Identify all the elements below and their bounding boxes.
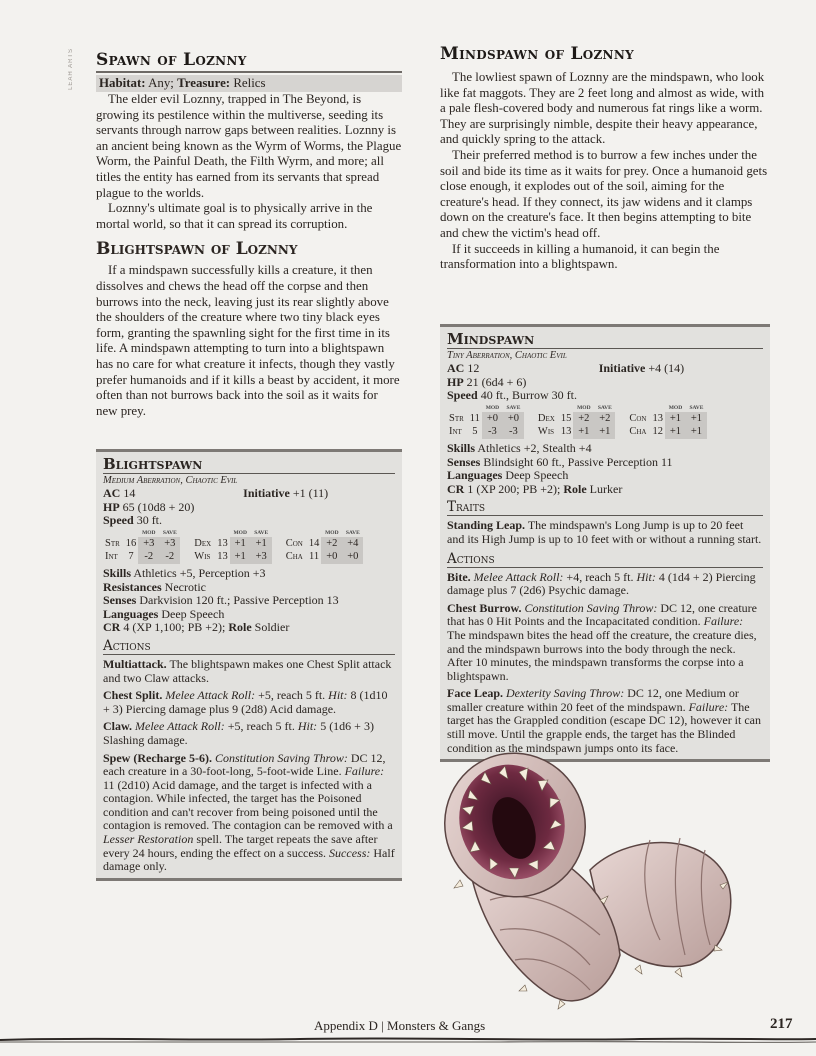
page-number: 217 bbox=[770, 1016, 793, 1032]
ability-save: +3 bbox=[159, 537, 180, 551]
initiative-value: +4 (14) bbox=[648, 361, 685, 375]
initiative-label: Initiative bbox=[243, 486, 290, 500]
action-roll: Melee Attack Roll: bbox=[473, 569, 564, 584]
action-text: 8 (1d10 + 3) Piercing damage plus 9 (2d8) Acid damage. bbox=[103, 688, 388, 716]
ability-table bbox=[103, 530, 363, 564]
ability-mod: +1 bbox=[665, 412, 686, 426]
role-label: Role bbox=[563, 481, 587, 496]
ability-score: 13 bbox=[560, 426, 572, 438]
footer-text: Appendix D | Monsters & Gangs bbox=[314, 1018, 486, 1033]
paragraph: The lowliest spawn of Loznny are the mindspawn, who look like fat maggots. They are 2 feet long and almost as wide, with a pale flesh-covered body and numerous fat rings like a worm. They are surprisingly nimble, despite their heavy appearance, and quickly spring to the attack. bbox=[440, 70, 765, 147]
ability-name: Str bbox=[449, 412, 464, 424]
title-rule bbox=[96, 71, 402, 73]
ability-name: Con bbox=[285, 537, 303, 549]
hp-label: HP bbox=[447, 374, 464, 389]
left-column bbox=[96, 50, 402, 419]
cr-line bbox=[103, 621, 395, 635]
ability-save: +1 bbox=[686, 425, 707, 439]
action-claw bbox=[103, 720, 395, 747]
ability-save: +1 bbox=[594, 425, 615, 439]
ability-save: +0 bbox=[342, 550, 363, 564]
action-roll: Melee Attack Roll: bbox=[135, 719, 225, 734]
action-text: spell. The target repeats the save after every 24 hours, ending the effect on a success. bbox=[103, 832, 378, 860]
action-failure: Failure: bbox=[688, 699, 729, 714]
speed-value: 40 ft., Burrow 30 ft. bbox=[480, 388, 578, 403]
action-text: The mindspawn bites the head off the creature, the creature dies, and the mindspawn burrows into the body through the neck. After 10 minutes, the mindspawn transforms the corpse into a blightspawn. bbox=[447, 627, 757, 683]
ability-mod: -2 bbox=[138, 550, 159, 564]
ability-save: +3 bbox=[251, 550, 272, 564]
cr-value: 4 (XP 1,100; PB +2); bbox=[123, 620, 226, 635]
action-text: DC 12, one creature that has 0 Hit Points and the Incapacitated condition. bbox=[447, 600, 757, 629]
action-chest-burrow bbox=[447, 602, 763, 684]
ability-mod: +2 bbox=[573, 412, 594, 426]
ability-score: 13 bbox=[652, 412, 663, 424]
ability-name: Int bbox=[449, 426, 462, 438]
action-name: Face Leap. bbox=[447, 686, 503, 701]
ability-name: Dex bbox=[194, 537, 212, 549]
speed-label: Speed bbox=[447, 388, 478, 403]
senses-line bbox=[447, 456, 763, 470]
senses-label: Senses bbox=[103, 593, 137, 608]
paragraph: Their preferred method is to burrow a few inches under the soil and bide its time as it waits for prey. Once a humanoid gets close enough, it explodes out of the soil, aiming for the creature's head. If they connect, its jaw widens and it clamps down on the creature's face. It then begins attempting to bite and chew the victim's head off. bbox=[440, 147, 768, 240]
ability-name: Cha bbox=[285, 551, 303, 563]
paragraph: If it succeeds in killing a humanoid, it can begin the transformation into a blightspawn. bbox=[440, 241, 720, 272]
cr-label: CR bbox=[103, 620, 121, 635]
languages-line bbox=[103, 608, 395, 622]
ability-mod: +0 bbox=[482, 412, 503, 426]
ability-score: 14 bbox=[308, 537, 320, 549]
ability-table bbox=[447, 405, 707, 439]
ability-name: Cha bbox=[629, 426, 647, 438]
action-text: +4, reach 5 ft. bbox=[566, 569, 634, 584]
ability-score: 11 bbox=[469, 412, 480, 424]
traits-heading: Traits bbox=[447, 499, 763, 516]
ability-name: Con bbox=[629, 412, 647, 424]
actions-heading: Actions bbox=[447, 551, 763, 568]
action-save: Dexterity Saving Throw: bbox=[506, 686, 625, 701]
ac-value: 14 bbox=[123, 486, 136, 500]
cr-label: CR bbox=[447, 481, 465, 496]
action-name: Multiattack. bbox=[103, 656, 167, 671]
senses-line bbox=[103, 594, 395, 608]
treasure-value: Relics bbox=[233, 76, 266, 90]
paragraph: If a mindspawn successfully kills a creature, it then dissolves and chews the head off the corpse and then burrows into the neck, leaving just its rear slightly above the shoulders of the creature where two tiny black eyes form, granting the spawnling sight for the first time in its life. A mindspawn attempting to turn into a blightspawn has no care for what creature it infects, though they vastly prefer humanoids and if it kills a beast by accident, it more often than not burrows back into the soil as it waits for new prey. bbox=[96, 263, 400, 418]
resistances-value: Necrotic bbox=[164, 579, 206, 594]
action-hit: Hit: bbox=[636, 569, 656, 584]
hp-value: 21 (6d4 + 6) bbox=[466, 374, 527, 389]
hp-line bbox=[103, 501, 395, 515]
page-footer bbox=[0, 1010, 816, 1056]
speed-line bbox=[447, 389, 763, 403]
actions-heading: Actions bbox=[103, 638, 395, 655]
skills-line bbox=[103, 567, 395, 581]
paragraph: The elder evil Loznny, trapped in The Beyond, is growing its pestilence within the multiverse, seeding its servants through narrow gaps between realities. Loznny is an ancient being known as the Wyrm of Worms, the Plague Worm, the Painful Death, the Filth Wyrm, and more; all titles the entity has earned from its servants that spread plague to the worlds. bbox=[96, 92, 402, 200]
action-text: DC 12, each creature in a 30-foot-long, 5-foot-wide Line. bbox=[103, 750, 386, 779]
role-value: Lurker bbox=[589, 481, 623, 496]
action-chest-split bbox=[103, 689, 395, 716]
ability-score: 5 bbox=[472, 426, 478, 438]
ability-name: Dex bbox=[537, 412, 555, 424]
action-text: The target has the Grappled condition (escape DC 12), however it can still move. Until the grapple ends, the target has the Blinded condition as the mindspawn jumps onto its face. bbox=[447, 699, 762, 755]
save-header: SAVE bbox=[345, 529, 360, 536]
hp-label: HP bbox=[103, 499, 120, 514]
stat-block-type: Medium Aberration, Chaotic Evil bbox=[103, 475, 238, 486]
habitat-bar bbox=[96, 75, 402, 92]
languages-value: Deep Speech bbox=[161, 606, 225, 621]
action-name: Spew (Recharge 5-6). bbox=[103, 750, 212, 765]
artist-credit: LEAH ARTS bbox=[68, 48, 74, 90]
action-hit: Hit: bbox=[297, 719, 318, 734]
ability-mod: +1 bbox=[230, 550, 251, 564]
ability-name: Int bbox=[105, 551, 118, 563]
languages-label: Languages bbox=[103, 606, 159, 621]
ability-score: 15 bbox=[560, 412, 572, 424]
section-title-spawn: Spawn of Loznny bbox=[96, 50, 247, 70]
mindspawn-illustration bbox=[440, 740, 740, 1030]
action-failure: Failure: bbox=[703, 614, 744, 629]
ability-mod: +1 bbox=[665, 425, 686, 439]
section-title-mindspawn: Mindspawn of Loznny bbox=[440, 44, 634, 64]
action-text: The blightspawn makes one Chest Split attack and two Claw attacks. bbox=[103, 656, 392, 685]
stat-block-name: Blightspawn bbox=[103, 455, 395, 474]
stat-block-type: Tiny Aberration, Chaotic Evil bbox=[447, 350, 567, 361]
ability-save: +0 bbox=[503, 412, 524, 426]
ability-name: Wis bbox=[194, 551, 211, 563]
action-text: +5, reach 5 ft. bbox=[258, 688, 326, 703]
ability-save: +1 bbox=[251, 537, 272, 551]
ac-line bbox=[447, 362, 763, 376]
ability-save: +1 bbox=[686, 412, 707, 426]
mod-header: MOD bbox=[668, 404, 683, 411]
skills-line bbox=[447, 442, 763, 456]
ability-mod: +1 bbox=[573, 425, 594, 439]
ac-label: AC bbox=[103, 486, 121, 500]
ability-score: 12 bbox=[652, 426, 663, 438]
skills-value: Athletics +2, Stealth +4 bbox=[477, 440, 592, 455]
ability-mod: +0 bbox=[321, 550, 342, 564]
ability-score: 13 bbox=[217, 551, 228, 563]
stat-block-name: Mindspawn bbox=[447, 330, 763, 349]
languages-line bbox=[447, 469, 763, 483]
habitat-value: Any; bbox=[148, 76, 174, 90]
senses-value: Blindsight 60 ft., Passive Perception 11 bbox=[483, 454, 673, 469]
ability-score: 7 bbox=[128, 551, 134, 563]
stat-block-mindspawn bbox=[440, 324, 770, 762]
paragraph: Loznny's ultimate goal is to physically arrive in the mortal world, so that it can spread its corruption. bbox=[96, 201, 373, 231]
action-text: 4 (1d4 + 2) Piercing damage plus 7 (2d6) Psychic damage. bbox=[447, 569, 756, 598]
resistances-line bbox=[103, 581, 395, 595]
senses-label: Senses bbox=[447, 454, 481, 469]
save-header: SAVE bbox=[506, 404, 521, 411]
resistances-label: Resistances bbox=[103, 579, 162, 594]
languages-label: Languages bbox=[447, 468, 503, 483]
save-header: SAVE bbox=[254, 529, 269, 536]
speed-value: 30 ft. bbox=[136, 513, 163, 528]
skills-label: Skills bbox=[103, 565, 132, 580]
mod-header: MOD bbox=[325, 529, 339, 536]
ac-value: 12 bbox=[467, 361, 480, 375]
save-header: SAVE bbox=[597, 404, 612, 411]
save-header: SAVE bbox=[162, 529, 177, 536]
action-multiattack bbox=[103, 658, 395, 685]
ac-line bbox=[103, 487, 395, 501]
role-label: Role bbox=[228, 620, 252, 635]
mod-header: MOD bbox=[577, 404, 591, 411]
action-text: DC 12, one Medium or smaller creature within 20 feet of the mindspawn. bbox=[447, 686, 739, 714]
trait-name: Standing Leap. bbox=[447, 518, 526, 533]
action-bite bbox=[447, 571, 763, 598]
action-save: Constitution Saving Throw: bbox=[524, 600, 658, 615]
action-spew bbox=[103, 752, 395, 874]
ability-score: 13 bbox=[217, 537, 228, 549]
cr-value: 1 (XP 200; PB +2); bbox=[467, 481, 561, 496]
ability-name: Str bbox=[105, 537, 120, 549]
action-text: +5, reach 5 ft. bbox=[227, 719, 295, 734]
action-text: 5 (1d6 + 3) Slashing damage. bbox=[103, 719, 374, 747]
ability-save: -2 bbox=[159, 550, 180, 564]
mod-header: MOD bbox=[233, 529, 247, 536]
senses-value: Darkvision 120 ft.; Passive Perception 13 bbox=[139, 593, 339, 608]
ability-mod: +2 bbox=[321, 537, 342, 551]
mod-header: MOD bbox=[485, 404, 500, 411]
spell-name: Lesser Restoration bbox=[103, 832, 194, 847]
languages-value: Deep Speech bbox=[505, 468, 569, 483]
habitat-label: Habitat: bbox=[99, 76, 146, 90]
initiative-label: Initiative bbox=[598, 361, 646, 375]
action-name: Chest Burrow. bbox=[447, 600, 522, 615]
ability-save: +4 bbox=[342, 537, 363, 551]
trait-text: The mindspawn's Long Jump is up to 20 feet and its High Jump is up to 10 feet with or without a running start. bbox=[447, 518, 762, 546]
action-text: Half damage only. bbox=[103, 845, 395, 874]
ability-mod: -3 bbox=[482, 425, 503, 439]
action-hit: Hit: bbox=[328, 688, 348, 703]
action-save: Constitution Saving Throw: bbox=[214, 750, 348, 765]
save-header: SAVE bbox=[689, 404, 704, 411]
ability-save: -3 bbox=[503, 425, 524, 439]
right-column bbox=[440, 44, 772, 273]
treasure-label: Treasure: bbox=[177, 76, 231, 90]
action-name: Bite. bbox=[447, 569, 471, 584]
trait-standing-leap bbox=[447, 519, 763, 546]
speed-line bbox=[103, 514, 395, 528]
role-value: Soldier bbox=[254, 620, 290, 635]
ability-save: +2 bbox=[594, 412, 615, 426]
section-title-blightspawn: Blightspawn of Loznny bbox=[96, 239, 298, 260]
action-success: Success: bbox=[329, 845, 371, 860]
ability-mod: +1 bbox=[230, 537, 251, 551]
skills-label: Skills bbox=[447, 440, 476, 455]
footer-rule bbox=[0, 1034, 816, 1044]
action-roll: Melee Attack Roll: bbox=[165, 688, 256, 703]
action-name: Chest Split. bbox=[103, 688, 163, 703]
hp-line bbox=[447, 376, 763, 390]
ability-mod: +3 bbox=[138, 537, 159, 551]
hp-value: 65 (10d8 + 20) bbox=[122, 499, 195, 514]
ability-name: Wis bbox=[537, 426, 555, 438]
speed-label: Speed bbox=[103, 513, 134, 528]
ac-label: AC bbox=[447, 361, 465, 375]
ability-score: 16 bbox=[125, 537, 137, 549]
initiative-value: +1 (11) bbox=[292, 486, 329, 500]
stat-block-blightspawn bbox=[96, 449, 402, 881]
action-text: 11 (2d10) Acid damage, and the target is infected with a contagion. While infected, the target has the Poisoned condition and can't recover from being poisoned until the contagion is removed. The contagion can be removed with a bbox=[103, 777, 393, 833]
action-name: Claw. bbox=[103, 719, 133, 734]
skills-value: Athletics +5, Perception +3 bbox=[133, 565, 266, 580]
ability-score: 11 bbox=[309, 551, 320, 563]
mod-header: MOD bbox=[142, 529, 156, 536]
action-failure: Failure: bbox=[344, 764, 385, 779]
cr-line bbox=[447, 483, 763, 497]
